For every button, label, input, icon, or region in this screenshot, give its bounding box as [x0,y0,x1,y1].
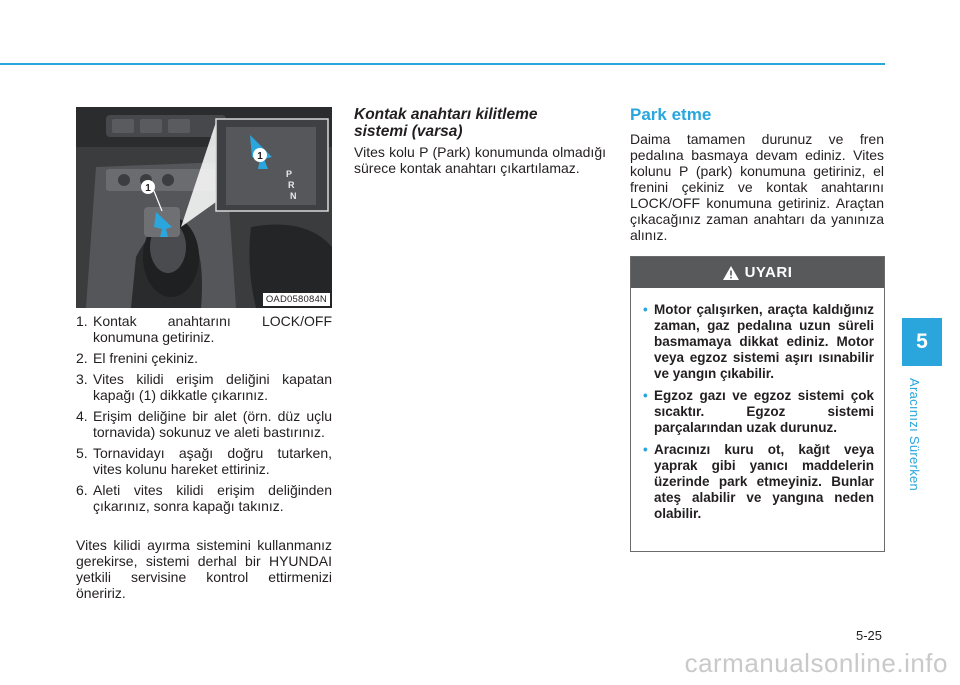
list-item [76,350,332,366]
list-item [76,313,332,345]
warning-text: Aracınızı kuru ot, kağıt veya yaprak gibi yanıcı maddelerin üzerinde park etmeyiniz. Bunlar ateş alabilir ve yangına neden olabilir. [654,442,874,521]
list-item [643,302,874,382]
step-text: Aleti vites kilidi erişim deliğinden çıkarınız, sonra kapağı takınız. [93,482,332,514]
gear-letter-n: N [290,191,297,201]
key-interlock-body: Vites kolu P (Park) konumunda olmadığı sürece kontak anahtarı çıkartılamaz. [354,144,606,176]
list-item [76,408,332,440]
chapter-label: Aracınızı Sürerken [907,378,922,492]
bullet-icon: • [643,388,648,403]
parking-heading: Park etme [630,105,712,124]
list-item [76,445,332,477]
list-item [643,388,874,436]
page-number: 5-25 [856,628,883,643]
gear-letter-r: R [288,180,295,190]
parking-body: Daima tamamen durunuz ve fren pedalına basmaya devam ediniz. Vites kolunu P (park) konumuna getiriniz, el frenini çekiniz ve kontak anahtarını LOCK/OFF konumuna getiriniz. Araçtan çıkacağınız zaman anahtarı da yanınıza alınız. [630,131,884,243]
warning-title: UYARI [744,264,793,281]
header-rule [0,63,885,65]
bullet-icon: • [643,442,648,457]
gear-letter-p: P [286,169,293,179]
gear-shifter-illustration [76,107,332,308]
warning-triangle-icon [723,266,739,280]
bullet-icon: • [643,302,648,317]
warning-text: Egzoz gazı ve egzoz sistemi çok sıcaktır. Egzoz sistemi parçalarından uzak durunuz. [654,388,874,435]
callout-1-inset: 1 [257,151,263,162]
warning-box [630,256,885,552]
step-number: 5. [76,445,88,461]
step-number: 4. [76,408,88,424]
step-number: 2. [76,350,88,366]
watermark: carmanualsonline.info [684,648,948,678]
step-text: Kontak anahtarını LOCK/OFF konumuna getiriniz. [93,313,332,345]
step-number: 6. [76,482,88,498]
list-item [76,371,332,403]
callout-1-left: 1 [145,183,151,194]
step-text: Erişim deliğine bir alet (örn. düz uçlu tornavida) sokunuz ve aleti bastırınız. [93,408,332,440]
procedure-steps [76,313,332,519]
list-item [76,482,332,514]
gear-shifter-photo [76,107,332,308]
service-note: Vites kilidi ayırma sistemini kullanmanız gerekirse, sistemi derhal bir HYUNDAI yetkili servisine kontrol ettirmenizi öneririz. [76,537,332,601]
step-number: 1. [76,313,88,329]
step-text: Tornavidayı aşağı doğru tutarken, vites kolunu hareket ettiriniz. [93,445,332,477]
warning-list [631,288,884,522]
warning-text: Motor çalışırken, araçta kaldığınız zaman, gaz pedalına uzun süreli basmamaya dikkat ediniz. Motor veya egzoz sistemi aşırı ısınabilir ve yangın çıkabilir. [654,302,874,381]
step-number: 3. [76,371,88,387]
step-text: Vites kilidi erişim deliğini kapatan kapağı (1) dikkatle çıkarınız. [93,371,332,403]
warning-header [631,257,884,288]
key-interlock-heading: Kontak anahtarı kilitleme sistemi (varsa) [354,106,538,140]
photo-code: OAD058084N [263,293,330,306]
step-text: El frenini çekiniz. [93,350,199,366]
list-item [643,442,874,522]
chapter-tab: 5 [902,318,942,366]
